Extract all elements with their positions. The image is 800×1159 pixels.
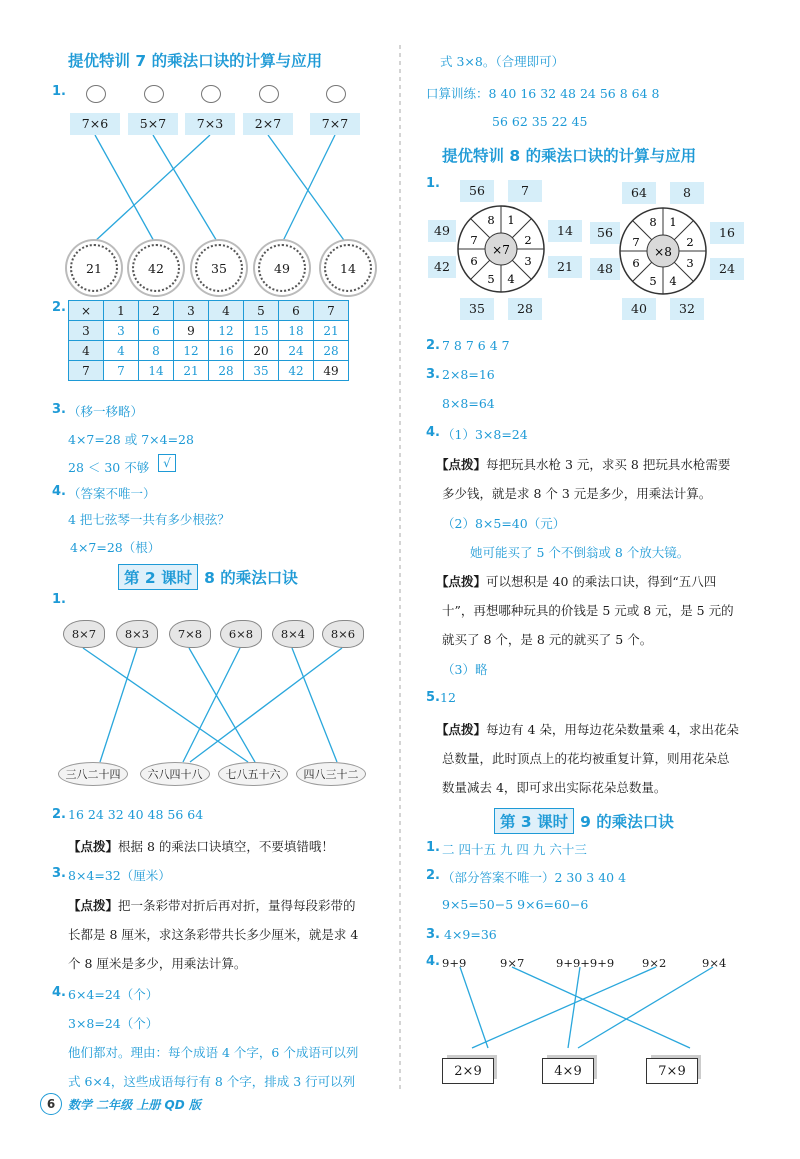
r-q4-label: 4. [426,425,440,440]
oral-answers: 8 40 16 32 48 24 56 8 64 8 [488,86,660,101]
l3q4-expr: 9+9 [442,956,467,970]
wheel-answer: 8 [670,182,704,204]
tip-label: 【点拨】 [436,457,487,472]
q1-card: 7×3 [185,113,235,135]
row-header: 7 [69,361,104,381]
tip-text: 数量减去 4，即可求出实际花朵总数量。 [442,780,667,795]
r-q4-part3: （3）略 [442,662,488,677]
lesson-tag: 第 2 课时 [118,564,198,590]
wheel-inner: 8 [487,213,495,227]
wheel-answer: 28 [508,298,542,320]
table-row [69,341,349,361]
q2-label: 2. [52,300,66,315]
r-q4-part2: （2）8×5=40（元） [442,516,566,531]
bee-icon [86,85,106,103]
wheel-answer: 40 [622,298,656,320]
multiplication-table [68,300,349,381]
table-header-cell: 6 [279,301,314,321]
l3q3-answer: 4×9=36 [444,927,497,942]
q1-card: 7×7 [310,113,360,135]
table-cell: 28 [314,341,349,361]
table-cell: 24 [279,341,314,361]
section-title-8: 提优特训 8 的乘法口诀的计算与应用 [442,147,697,165]
wheel-answer: 64 [622,182,656,204]
l2q4-reason: 他们都对。理由：每个成语 4 个字，6 个成语可以列 [68,1045,359,1060]
table-cell: 42 [279,361,314,381]
wheel-answer: 7 [508,180,542,202]
l2q4-label: 4. [52,985,66,1000]
bee-icon [144,85,164,103]
lesson-3-title [494,808,674,834]
wheel-inner: 6 [470,254,478,268]
l2q2-tip [68,837,334,855]
multiply-wheel-8 [618,206,708,296]
wheel-inner: 3 [686,256,694,270]
q1-flower: 14 [324,244,372,292]
l3q4-expr: 9+9+9+9 [556,956,615,970]
fish-card: 8×4 [272,620,314,648]
cube-card: 4×9 [542,1058,594,1084]
plate-label: 七八五十六 [218,762,288,786]
multiply-wheel-7 [456,204,546,294]
r-q5-answer: 12 [440,690,456,705]
bee-icon [326,85,346,103]
wheel-inner: 8 [649,215,657,229]
table-header-cell: 1 [104,301,139,321]
l2q1-label: 1. [52,592,66,607]
check-icon: √ [158,454,176,472]
wheel-answer: 42 [428,256,456,278]
table-row [69,361,349,381]
page-footer [40,1093,201,1115]
plate-label: 六八四十八 [140,762,210,786]
table-cell: 12 [174,341,209,361]
oral-training [426,84,659,102]
wheel-answer: 14 [548,220,582,242]
wheel-answer: 56 [460,180,494,202]
table-cell: 9 [174,321,209,341]
tip-label: 【点拨】 [68,898,119,913]
r-q3-eq1: 2×8=16 [442,367,495,382]
r-q3-eq2: 8×8=64 [442,396,495,411]
q3-label: 3. [52,402,66,417]
table-header-cell: 2 [139,301,174,321]
tip-label: 【点拨】 [68,839,119,854]
wheel-inner: 7 [632,235,640,249]
l2q4-eq2: 3×8=24（个） [68,1016,159,1031]
l2q3-label: 3. [52,866,66,881]
wheel-inner: 4 [669,274,677,288]
oral-label: 口算训练： [426,86,489,101]
wheel-inner: 2 [686,235,694,249]
wheel-answer: 24 [710,258,744,280]
q3-compare: 28 ＜ 30 不够 [68,460,150,475]
row-header: 4 [69,341,104,361]
table-cell: 14 [139,361,174,381]
fish-card: 7×8 [169,620,211,648]
table-cell: 18 [279,321,314,341]
tip-text: 个 8 厘米是多少，用乘法计算。 [68,956,247,971]
l2q3-tip [68,896,356,914]
bee-icon [259,85,279,103]
fish-card: 6×8 [220,620,262,648]
q3-equation: 4×7=28 或 7×4=28 [68,432,194,447]
bee-icon [201,85,221,103]
continued-line: 式 3×8。（合理即可） [440,54,565,69]
q4-note: （答案不唯一） [68,486,156,501]
r-q1-label: 1. [426,176,440,191]
wheel-center: ×7 [492,243,510,257]
q4-label: 4. [52,484,66,499]
table-header-cell: 4 [209,301,244,321]
tip-text: 就买了 8 个，是 8 元的就买了 5 个。 [442,632,653,647]
l3q4-expr: 9×7 [500,956,525,970]
tip-label: 【点拨】 [436,574,487,589]
r-q4-tip2 [436,572,716,590]
q1-card: 7×6 [70,113,120,135]
fish-card: 8×7 [63,620,105,648]
table-cell: 16 [209,341,244,361]
table-cell: 49 [314,361,349,381]
fish-card: 8×6 [322,620,364,648]
wheel-answer: 49 [428,220,456,242]
r-q2-answer: 7 8 7 6 4 7 [442,338,510,353]
q1-flower: 21 [70,244,118,292]
wheel-answer: 21 [548,256,582,278]
q3-note: （移一移略） [68,404,144,419]
table-cell: 7 [104,361,139,381]
table-cell: 20 [244,341,279,361]
wheel-answer: 48 [590,258,620,280]
r-q5-tip [436,720,739,738]
wheel-inner: 4 [507,272,515,286]
q1-flower: 49 [258,244,306,292]
l2q3-answer: 8×4=32（厘米） [68,868,171,883]
wheel-inner: 1 [669,215,677,229]
l2q2-label: 2. [52,807,66,822]
tip-text: 总数量，此时顶点上的花均被重复计算，则用花朵总 [442,751,730,766]
table-cell: 35 [244,361,279,381]
footer-text: 数学 二年级 上册 QD 版 [68,1097,201,1112]
wheel-answer: 16 [710,222,744,244]
l3q1-answer: 二 四十五 九 四 九 六十三 [442,842,587,857]
table-header-cell: 5 [244,301,279,321]
lesson-tag: 第 3 课时 [494,808,574,834]
q1-label: 1. [52,84,66,99]
table-header-cell: 7 [314,301,349,321]
l3q2-label: 2. [426,868,440,883]
l3q4-expr: 9×2 [642,956,667,970]
lesson-name: 8 的乘法口诀 [204,569,298,587]
tip-text: 长都是 8 厘米，求这条彩带共长多少厘米，就是求 4 [68,927,359,942]
cube-card: 7×9 [646,1058,698,1084]
wheel-center: ×8 [654,245,672,259]
r-q4-answer: 她可能买了 5 个不倒翁或 8 个放大镜。 [470,545,690,560]
r-q4-tip1 [436,455,730,473]
page-number: 6 [40,1093,62,1115]
table-cell: 6 [139,321,174,341]
table-cell: 28 [209,361,244,381]
q1-flower: 35 [195,244,243,292]
tip-text: 每把玩具水枪 3 元，求买 8 把玩具水枪需要 [486,457,731,472]
fish-card: 8×3 [116,620,158,648]
tip-text: 根据 8 的乘法口诀填空，不要填错哦！ [118,839,334,854]
wheel-inner: 3 [524,254,532,268]
tip-text: 十”，再想哪种玩具的价钱是 5 元或 8 元，是 5 元的 [442,603,734,618]
plate-label: 四八三十二 [296,762,366,786]
l3q2-equations: 9×5=50−5 9×6=60−6 [442,897,589,912]
tip-text: 把一条彩带对折后再对折，量得每段彩带的 [118,898,356,913]
wheel-answer: 35 [460,298,494,320]
table-cell: 15 [244,321,279,341]
table-cell: 4 [104,341,139,361]
tip-text: 每边有 4 朵，用每边花朵数量乘 4，求出花朵 [486,722,739,737]
r-q2-label: 2. [426,338,440,353]
tip-text: 可以想积是 40 的乘法口诀，得到“五八四 [486,574,717,589]
r-q5-label: 5. [426,690,440,705]
wheel-answer: 56 [590,222,620,244]
wheel-answer: 32 [670,298,704,320]
wheel-inner: 7 [470,233,478,247]
lesson-2-title [118,564,298,590]
row-header: 3 [69,321,104,341]
q1-card: 2×7 [243,113,293,135]
tip-text: 多少钱，就是求 8 个 3 元是多少，用乘法计算。 [442,486,712,501]
wheel-inner: 5 [487,272,495,286]
tip-label: 【点拨】 [436,722,487,737]
q4-equation: 4×7=28（根） [70,540,161,555]
table-header-cell: 3 [174,301,209,321]
table-header-cell: × [69,301,104,321]
l2q2-answer: 16 24 32 40 48 56 64 [68,807,204,822]
oral-answers: 56 62 35 22 45 [492,114,588,129]
table-cell: 8 [139,341,174,361]
wheel-inner: 1 [507,213,515,227]
wheel-inner: 2 [524,233,532,247]
l3q4-expr: 9×4 [702,956,727,970]
r-q3-label: 3. [426,367,440,382]
l2q4-eq1: 6×4=24（个） [68,987,159,1002]
table-cell: 21 [314,321,349,341]
q1-card: 5×7 [128,113,178,135]
l3q4-label: 4. [426,954,440,969]
wheel-inner: 5 [649,274,657,288]
q1-flower: 42 [132,244,180,292]
l3q2-answer: （部分答案不唯一）2 30 3 40 4 [442,870,627,885]
table-cell: 21 [174,361,209,381]
table-cell: 12 [209,321,244,341]
section-title-7: 提优特训 7 的乘法口诀的计算与应用 [68,52,323,70]
r-q4-part1: （1）3×8=24 [442,427,528,442]
l2q4-reason: 式 6×4，这些成语每行有 8 个字，排成 3 行可以列 [68,1074,356,1089]
l3q1-label: 1. [426,840,440,855]
table-cell: 3 [104,321,139,341]
l3q3-label: 3. [426,927,440,942]
cube-card: 2×9 [442,1058,494,1084]
table-row [69,321,349,341]
q4-question: 4 把七弦琴一共有多少根弦？ [68,512,230,527]
wheel-inner: 6 [632,256,640,270]
plate-label: 三八二十四 [58,762,128,786]
lesson-name: 9 的乘法口诀 [580,813,674,831]
